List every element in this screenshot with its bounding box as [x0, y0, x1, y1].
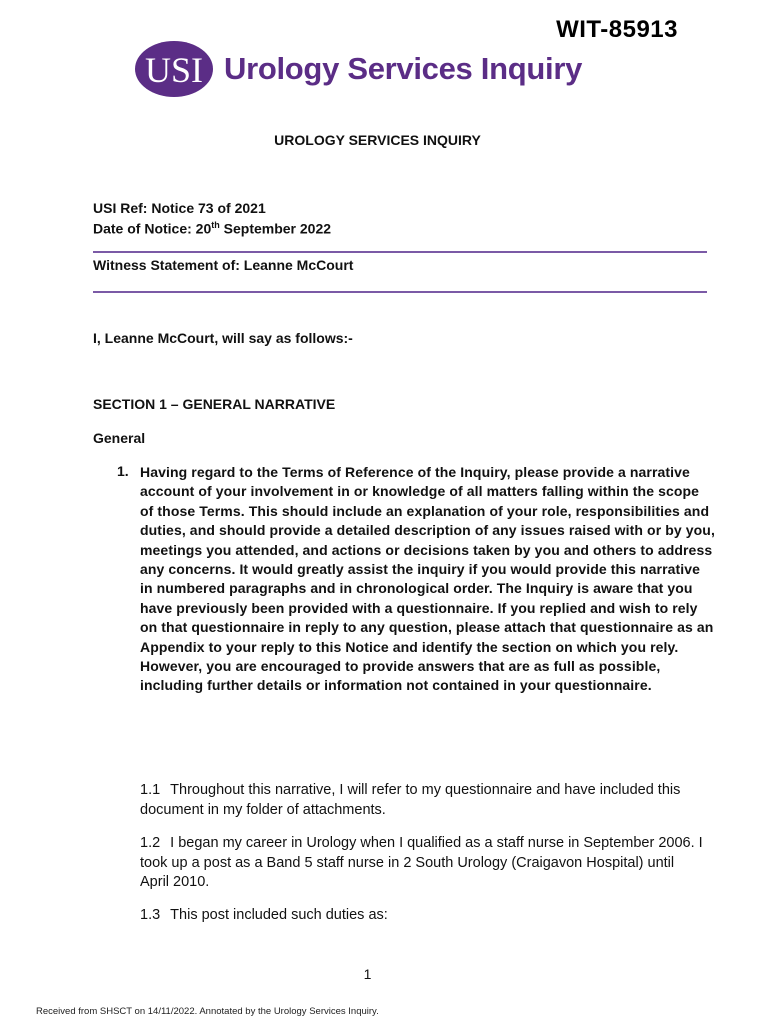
paragraph-1-1	[140, 781, 705, 820]
intro-statement: I, Leanne McCourt, will say as follows:-	[93, 330, 353, 346]
notice-date	[93, 220, 331, 237]
witness-id: WIT-85913	[556, 16, 678, 43]
notice-date-suffix: September 2022	[219, 220, 332, 237]
paragraph-number: 1.2	[140, 835, 161, 851]
question-text: Having regard to the Terms of Reference of the Inquiry, please provide a narrative account of your involvement in or knowledge of all matters falling within the scope of those Terms. This should include an explanation of your role, responsibilities and duties, and should provide a detailed description of any issues raised with or by you, meetings you attended, and actions or decisions taken by you and others to address any concerns. It would greatly assist the inquiry if you would provide this narrative in numbered paragraphs and in chronological order. The Inquiry is aware that you have previously been provided with a questionnaire. If you replied and wish to rely on that questionnaire in reply to any question, please attach that questionnaire as an Appendix to your reply to this Notice and identify the section on which you rely. However, you are encouraged to provide answers that are as full as possible, including further details or information not contained in your questionnaire.	[140, 464, 715, 694]
notice-date-prefix: Date of Notice: 20	[93, 220, 212, 237]
paragraph-text: Throughout this narrative, I will refer to my questionnaire and have included this document in my folder of attachments.	[140, 782, 681, 818]
notice-date-ordinal: th	[211, 220, 220, 230]
usi-reference: USI Ref: Notice 73 of 2021	[93, 200, 266, 216]
paragraph-text: This post included such duties as:	[170, 907, 388, 923]
subsection-heading: General	[93, 430, 146, 446]
paragraph-number: 1.1	[140, 782, 161, 798]
question-number: 1.	[117, 463, 129, 479]
paragraph-number: 1.3	[140, 907, 161, 923]
divider-top	[93, 251, 707, 253]
usi-logo	[134, 40, 582, 98]
divider-bottom	[93, 291, 707, 293]
usi-logo-icon	[134, 40, 214, 98]
paragraph-text: I began my career in Urology when I qualified as a staff nurse in September 2006. I took up a post as a Band 5 staff nurse in 2 South Urology (Craigavon Hospital) until April 2010.	[140, 835, 703, 891]
logo-text: Urology Services Inquiry	[224, 51, 583, 86]
section-title: SECTION 1 – GENERAL NARRATIVE	[93, 396, 336, 412]
paragraph-1-2	[140, 834, 705, 893]
footer-annotation: Received from SHSCT on 14/11/2022. Annotated by the Urology Services Inquiry.	[36, 1006, 379, 1017]
witness-statement-title: Witness Statement of: Leanne McCourt	[93, 257, 354, 273]
document-heading: UROLOGY SERVICES INQUIRY	[274, 132, 481, 148]
page-number: 1	[363, 966, 372, 982]
paragraph-1-3	[140, 906, 705, 926]
logo-mark-text: USI	[144, 50, 204, 90]
